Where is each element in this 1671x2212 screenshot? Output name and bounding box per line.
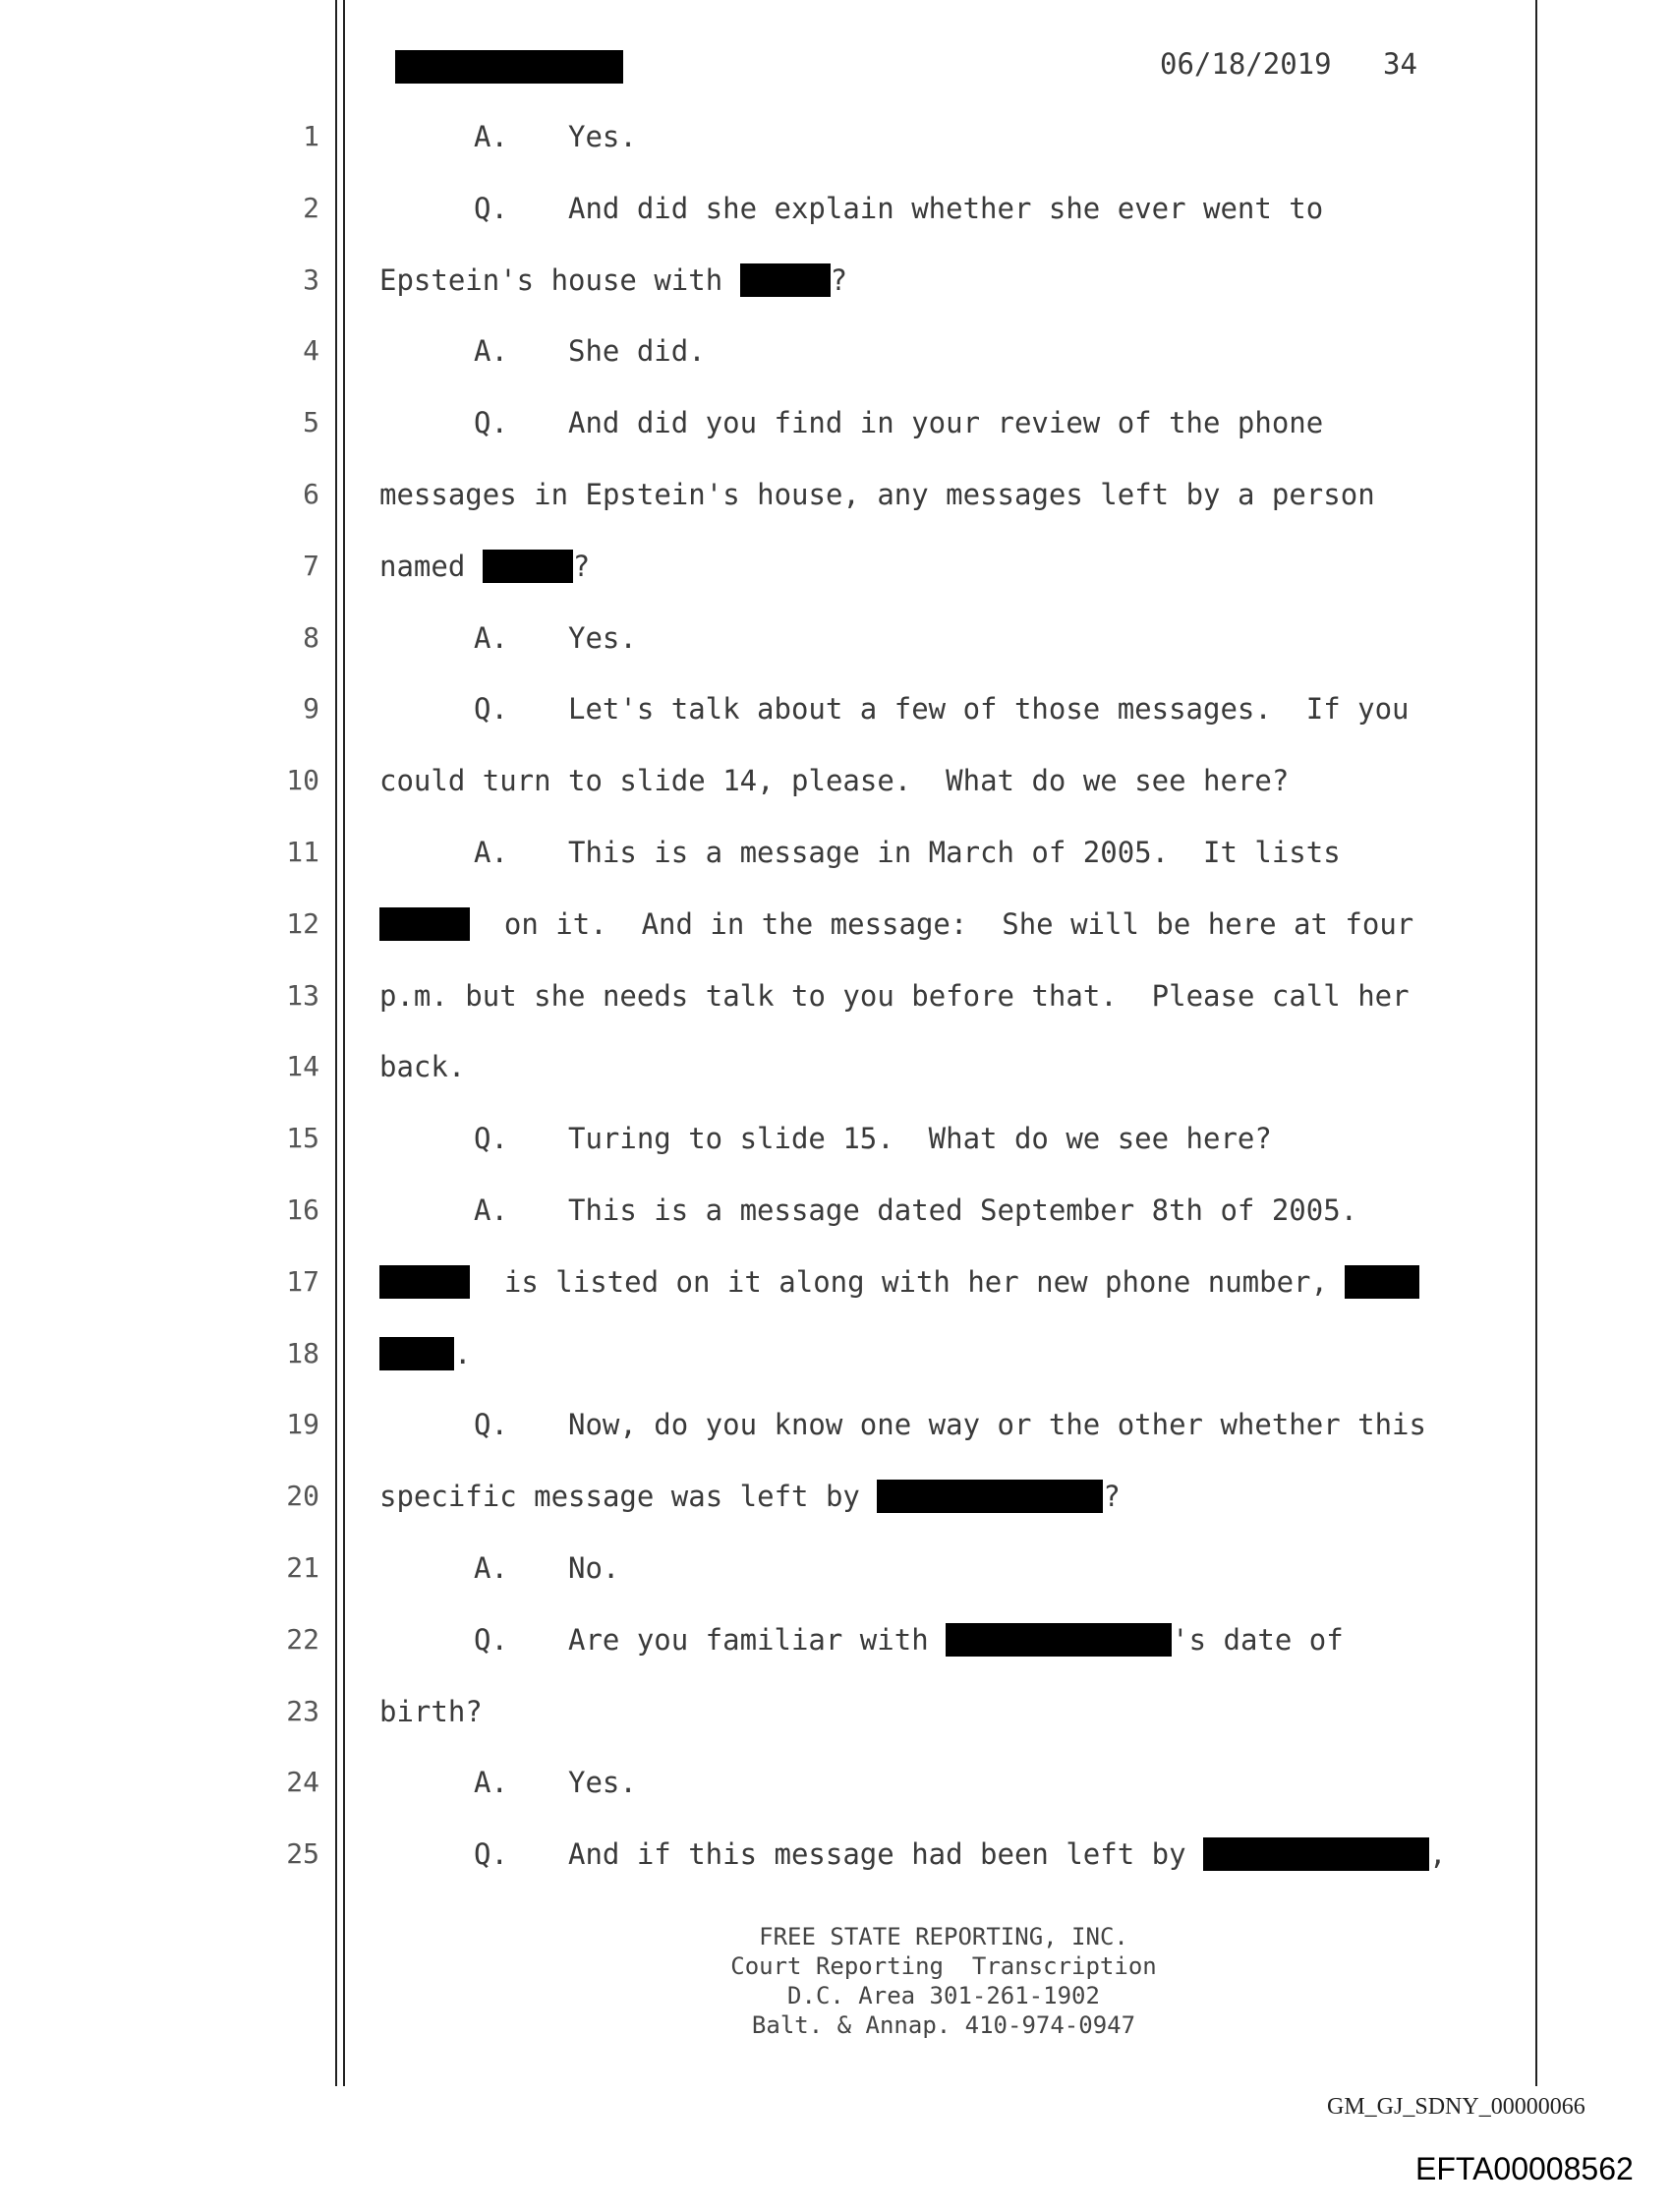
redaction-block: [1203, 1837, 1429, 1871]
transcript-line: [379, 334, 706, 368]
line-text: ,: [1429, 1837, 1447, 1872]
line-number: 21: [286, 1551, 319, 1584]
transcript-line: [379, 1122, 1272, 1155]
reporter-footer: [590, 1922, 1297, 2040]
line-number: 25: [286, 1837, 319, 1871]
header-date: 06/18/2019: [1160, 47, 1332, 81]
line-number: 15: [286, 1122, 319, 1155]
line-number: 20: [286, 1480, 319, 1513]
redaction-block: [740, 263, 831, 297]
transcript-line: [379, 1551, 619, 1585]
speaker-marker: Q.: [474, 1122, 508, 1156]
speaker-marker: Q.: [474, 1408, 508, 1442]
line-text: named: [379, 549, 483, 583]
line-number: 2: [303, 191, 319, 224]
transcript-line: [379, 979, 1410, 1013]
line-text: And if this message had been left by: [568, 1837, 1204, 1872]
line-text: Let's talk about a few of those messages. If you: [568, 692, 1410, 727]
line-number: 17: [286, 1264, 319, 1298]
line-number: 4: [303, 334, 319, 368]
left-margin-rule-inner: [343, 0, 345, 2086]
line-number: 24: [286, 1766, 319, 1799]
line-number: 19: [286, 1408, 319, 1441]
speaker-marker: Q.: [474, 406, 508, 440]
transcript-line: [379, 406, 1323, 439]
line-number: 10: [286, 764, 319, 797]
header-redaction-block: [395, 50, 623, 84]
line-number: 8: [303, 620, 319, 654]
transcript-line: [379, 1193, 1357, 1227]
speaker-marker: Q.: [474, 692, 508, 727]
line-number: 5: [303, 406, 319, 439]
line-text: p.m. but she needs talk to you before that. Please call her: [379, 978, 1410, 1013]
line-text: Epstein's house with: [379, 262, 740, 297]
line-number: 14: [286, 1050, 319, 1083]
footer-balt-phone: Balt. & Annap. 410-974-0947: [751, 2011, 1136, 2039]
line-number: 18: [286, 1336, 319, 1369]
transcript-line: [379, 1337, 471, 1370]
redaction-block: [1345, 1265, 1419, 1299]
line-text: back.: [379, 1050, 466, 1084]
transcript-line: [379, 263, 847, 297]
line-text: messages in Epstein's house, any messages left by a person: [379, 478, 1375, 511]
line-text: Yes.: [568, 620, 637, 655]
redaction-block: [483, 550, 573, 583]
transcript-line: [379, 1265, 1419, 1299]
line-text: She did.: [568, 334, 706, 369]
speaker-marker: A.: [474, 1766, 508, 1800]
transcript-line: [379, 907, 1413, 941]
footer-services: Court Reporting Transcription: [730, 1952, 1157, 1980]
redaction-block: [877, 1480, 1103, 1513]
line-number: 16: [286, 1193, 319, 1226]
redaction-block: [379, 1337, 454, 1370]
header-date-page: [1160, 47, 1417, 81]
transcript-line: [379, 692, 1410, 726]
line-text: 's date of: [1172, 1622, 1344, 1657]
line-text: is listed on it along with her new phone number,: [470, 1264, 1346, 1299]
line-number: 22: [286, 1622, 319, 1656]
speaker-marker: A.: [474, 836, 508, 869]
line-text: Yes.: [568, 120, 637, 153]
transcript-line: [379, 1766, 637, 1799]
right-margin-rule: [1535, 0, 1537, 2086]
line-text: And did you find in your review of the phone: [568, 406, 1324, 440]
line-text: And did she explain whether she ever went to: [568, 191, 1324, 225]
line-text: ?: [1103, 1480, 1121, 1514]
line-text: .: [454, 1336, 472, 1370]
line-number: 11: [286, 836, 319, 868]
line-number: 12: [286, 906, 319, 940]
speaker-marker: Q.: [474, 1837, 508, 1872]
transcript-line: [379, 120, 637, 153]
header-page-number: 34: [1383, 47, 1417, 81]
line-text: Turing to slide 15. What do we see here?: [568, 1122, 1272, 1156]
speaker-marker: Q.: [474, 191, 508, 225]
line-number: 9: [303, 692, 319, 726]
line-text: Yes.: [568, 1766, 637, 1800]
redaction-block: [946, 1623, 1172, 1657]
line-number: 23: [286, 1694, 319, 1727]
line-number: 6: [303, 478, 319, 510]
redaction-block: [379, 1265, 470, 1299]
speaker-marker: A.: [474, 1551, 508, 1585]
transcript-line: [379, 764, 1289, 797]
redaction-block: [379, 907, 470, 941]
line-text: ?: [830, 262, 848, 297]
transcript-line: [379, 621, 637, 655]
line-text: This is a message dated September 8th of 2005.: [568, 1193, 1358, 1227]
line-text: Are you familiar with: [568, 1622, 947, 1657]
line-text: No.: [568, 1551, 620, 1585]
transcript-line: [379, 192, 1323, 225]
transcript-line: [379, 1695, 483, 1728]
speaker-marker: A.: [474, 1193, 508, 1227]
line-text: This is a message in March of 2005. It lists: [568, 836, 1341, 869]
transcript-line: [379, 1837, 1446, 1871]
line-number: 13: [286, 978, 319, 1012]
line-number: 3: [303, 262, 319, 296]
line-number: 1: [303, 120, 319, 152]
transcript-line: [379, 550, 590, 583]
line-text: Now, do you know one way or the other whether this: [568, 1408, 1426, 1442]
transcript-line: [379, 1480, 1121, 1513]
footer-company: FREE STATE REPORTING, INC.: [759, 1923, 1128, 1950]
line-text: birth?: [379, 1694, 483, 1728]
transcript-line: [379, 1050, 465, 1083]
speaker-marker: A.: [474, 620, 508, 655]
transcript-line: [379, 1623, 1344, 1657]
efta-number: EFTA00008562: [1415, 2151, 1634, 2186]
bates-number: GM_GJ_SDNY_00000066: [1327, 2094, 1585, 2120]
transcript-line: [379, 1408, 1426, 1441]
line-text: on it. And in the message: She will be here at four: [470, 906, 1414, 941]
line-number: 7: [303, 549, 319, 582]
left-margin-rule-outer: [335, 0, 337, 2086]
footer-dc-phone: D.C. Area 301-261-1902: [787, 1982, 1100, 2009]
line-text: could turn to slide 14, please. What do we see here?: [379, 764, 1290, 798]
speaker-marker: Q.: [474, 1622, 508, 1657]
transcript-line: [379, 836, 1341, 869]
speaker-marker: A.: [474, 120, 508, 153]
transcript-line: [379, 478, 1375, 511]
line-text: specific message was left by: [379, 1480, 878, 1514]
line-text: ?: [572, 549, 591, 583]
speaker-marker: A.: [474, 334, 508, 369]
